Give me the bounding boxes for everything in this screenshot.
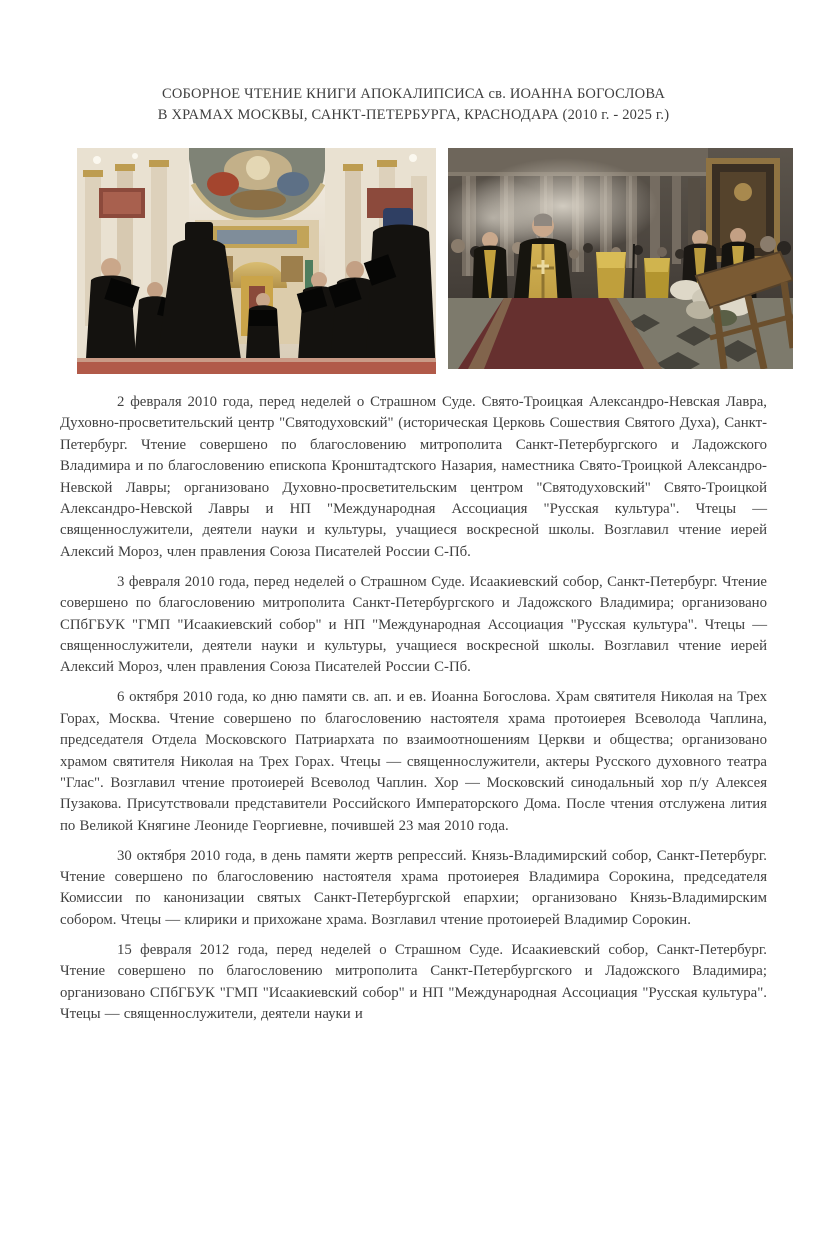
document-page <box>0 84 827 1025</box>
page-title <box>60 84 767 126</box>
photo-cathedral-reading <box>77 148 436 374</box>
paragraph-event-2012-02-15: 15 февраля 2012 года, перед неделей о Страшном Суде. Исаакиевский собор, Санкт-Петербург. Чтение совершено по благословению митрополита Санкт-Петербургского и Ладожского Владимира; организовано СПбГБУК "ГМП "Исаакиевский собор" и НП "Международная Ассоциация "Русская культура". Чтецы — священнослужители, деятели науки и <box>60 941 767 1022</box>
photo-row <box>77 148 793 374</box>
paragraph-event-2010-02-03: 3 февраля 2010 года, перед неделей о Страшном Суде. Исаакиевский собор, Санкт-Петербург. Чтение совершено по благословению митрополита Санкт-Петербургского и Ладожского Владимира; организовано СПбГБУК "ГМП "Исаакиевский собор" и НП "Международная Ассоциация "Русская культура". Чтецы — священнослужители, деятели науки и культуры, учащиеся воскресной школы. Возглавил чтение иерей Алексий Мороз, член правления Союза Писателей России С-Пб. <box>60 573 767 676</box>
page-title-line1: СОБОРНОЕ ЧТЕНИЕ КНИГИ АПОКАЛИПСИСА св. ИОАННА БОГОСЛОВА <box>162 86 665 102</box>
cathedral-interior-illustration <box>77 148 436 374</box>
document-body <box>60 392 767 1025</box>
photo-clergy-gold-vestments <box>448 148 793 369</box>
paragraph-event-2010-10-30: 30 октября 2010 года, в день памяти жертв репрессий. Князь-Владимирский собор, Санкт-Петербург. Чтение совершено по благословению настоятеля храма протоиерея Владимира Сорокина, председателя Комиссии по канонизации святых Санкт-Петербургской епархии; организовано Князь-Владимирским собором. Чтецы — клирики и прихожане храма. Возглавил чтение протоиерей Владимир Сорокин. <box>60 847 767 928</box>
cathedral-service-illustration <box>448 148 793 369</box>
page-title-line2: В ХРАМАХ МОСКВЫ, САНКТ-ПЕТЕРБУРГА, КРАСНОДАРА (2010 г. - 2025 г.) <box>157 107 670 123</box>
paragraph-event-2010-10-06: 6 октября 2010 года, ко дню памяти св. ап. и ев. Иоанна Богослова. Храм святителя Николая на Трех Горах, Москва. Чтение совершено по благословению настоятеля храма протоиерея Всеволода Чаплина, председателя Отдела Московского Патриархата по взаимоотношениям Церкви и общества; организовано храмом святителя Николая на Трех Горах. Чтецы — священнослужители, актеры Русского духовного театра "Глас". Возглавил чтение протоиерей Всеволод Чаплин. Хор — Московский синодальный хор п/у Алексея Пузакова. Присутствовали представители Российского Императорского Дома. После чтения отслужена лития по Великой Княгине Леониде Георгиевне, почившей 23 мая 2010 года. <box>60 689 767 834</box>
paragraph-event-2010-02-02: 2 февраля 2010 года, перед неделей о Страшном Суде. Свято-Троицкая Александро-Невская Лавра, Духовно-просветительский центр "Святодуховский" (историческая Церковь Сошествия Святого Духа), Санкт-Петербург. Чтение совершено по благословению митрополита Санкт-Петербургского и Ладожского Владимира и по благословению епископа Кронштадтского Назария, наместника Свято-Троицкой Александро-Невской Лавры; организовано Духовно-просветительским центром "Святодуховский" Свято-Троицкой Александро-Невской Лавры и НП "Международная Ассоциация "Русская культура". Чтецы — священнослужители, деятели науки и культуры, учащиеся воскресной школы. Возглавил чтение иерей Алексий Мороз, член правления Союза Писателей России С-Пб. <box>60 394 767 560</box>
